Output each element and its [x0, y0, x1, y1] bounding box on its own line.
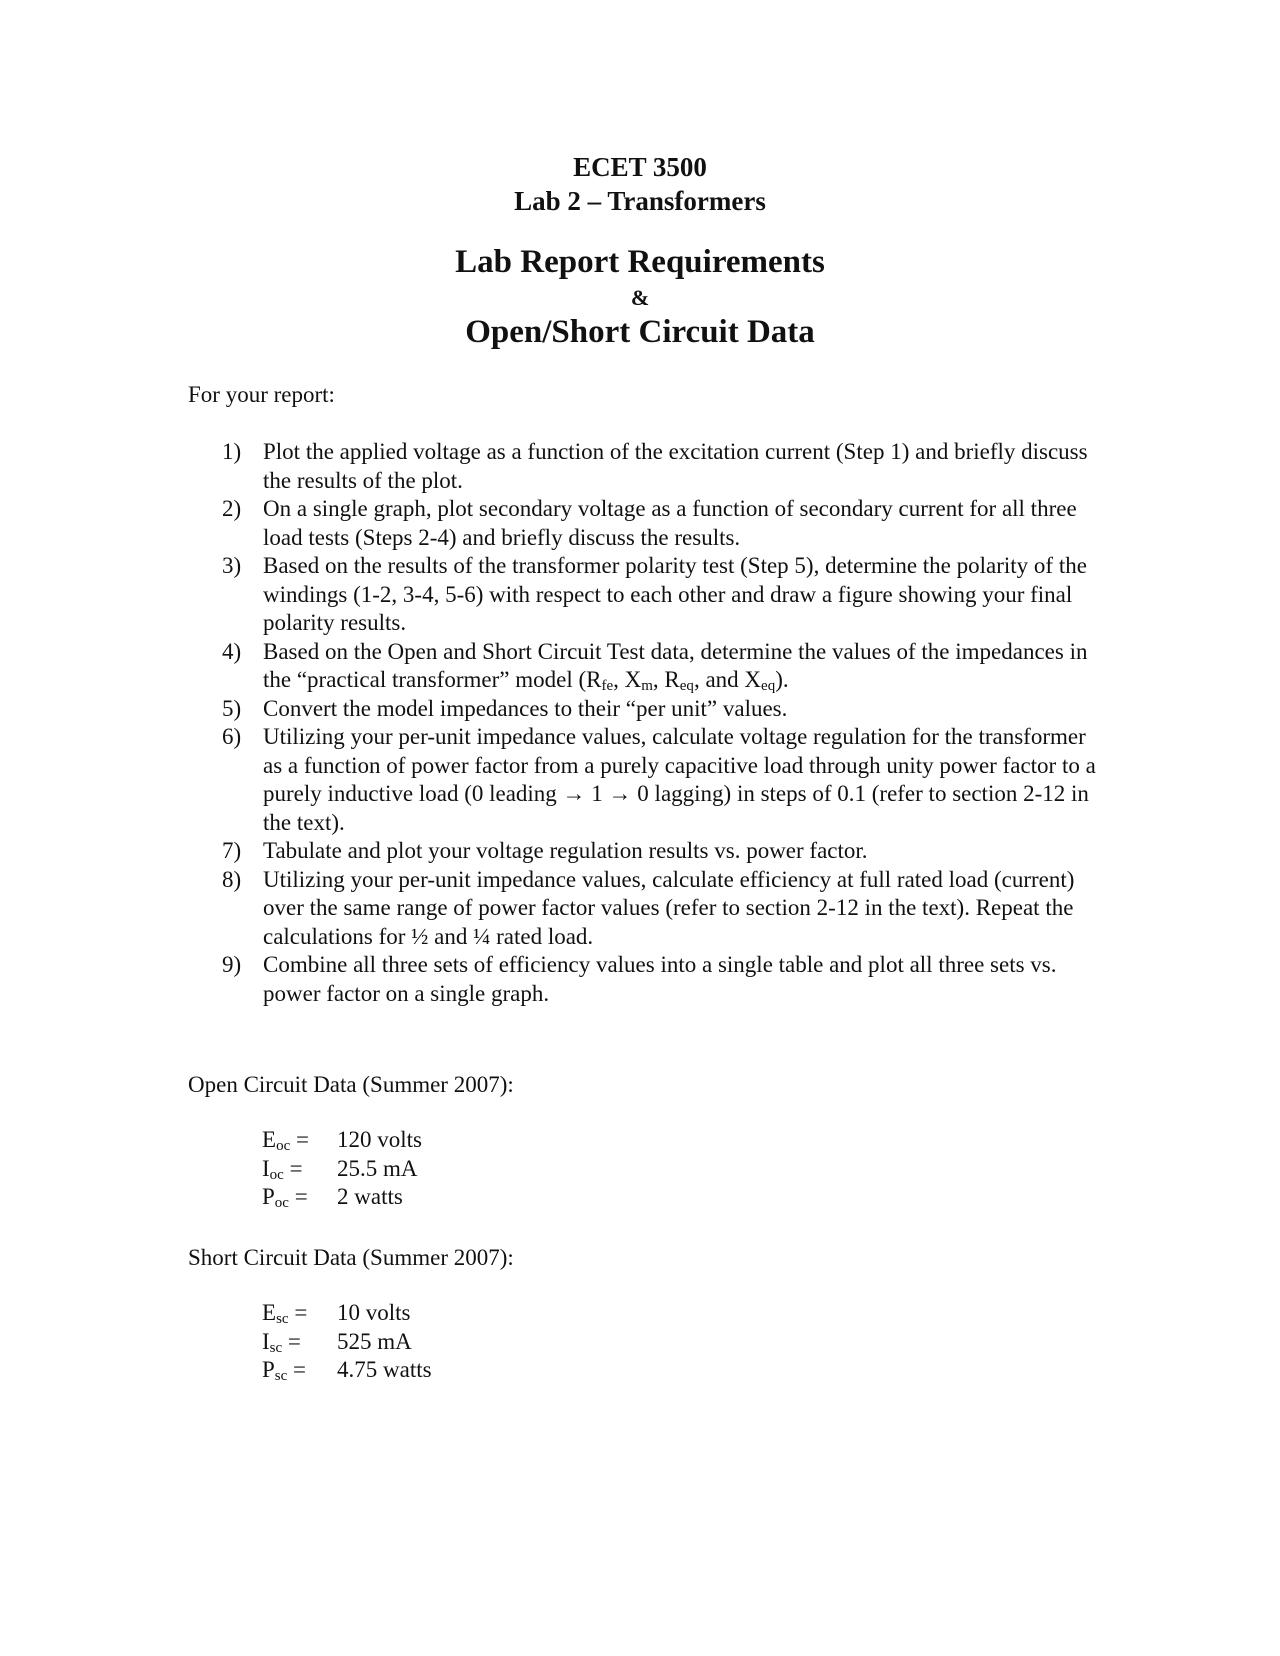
requirement-item: [222, 951, 1102, 1008]
requirement-item: [222, 837, 1102, 866]
requirement-item: [222, 723, 1102, 837]
data-value: 525 mA: [337, 1328, 412, 1354]
lab-title: Lab 2 – Transformers: [514, 186, 766, 216]
data-value: 10 volts: [337, 1300, 411, 1325]
requirement-text: Utilizing your per-unit impedance values, calculate efficiency at full rated load (current) over the same range of power factor values (refer to section 2-12 in the text). Repeat the calculations for ½ and ¼ rated load.: [263, 866, 1075, 949]
data-row: [262, 1328, 432, 1357]
requirements-list: [222, 438, 1102, 1008]
requirement-text-part: ).: [775, 667, 789, 692]
requirement-number: 4): [222, 638, 242, 664]
requirement-text: Plot the applied voltage as a function of the excitation current (Step 1) and briefly discuss the results of the plot.: [263, 439, 1088, 493]
requirement-number: 6): [222, 724, 242, 749]
requirement-number: 3): [222, 553, 242, 578]
requirement-text: Based on the results of the transformer polarity test (Step 5), determine the polarity of the windings (1-2, 3-4, 5-6) with respect to each other and draw a figure showing your final polarity results.: [263, 553, 1087, 635]
requirement-item: [222, 495, 1102, 552]
requirement-text-part: Based on the Open and Short Circuit Test data, determine the values of the impedances in the “practical transformer” model (: [263, 638, 1088, 692]
short-circuit-data: [262, 1299, 432, 1385]
requirement-number: 5): [222, 695, 242, 721]
data-row: [262, 1155, 422, 1184]
requirement-item: [222, 552, 1102, 638]
requirement-number: 7): [222, 838, 242, 863]
requirement-text: Combine all three sets of efficiency values into a single table and plot all three sets vs. power factor on a single graph.: [263, 952, 1057, 1006]
requirement-number: 2): [222, 496, 242, 521]
page-title: Lab Report Requirements: [455, 244, 825, 280]
data-row: [262, 1356, 432, 1385]
data-symbol: $I_{oc}$ =: [262, 1155, 303, 1183]
data-symbol: $E_{oc}$ =: [262, 1127, 309, 1154]
data-value: 2 watts: [337, 1184, 403, 1209]
data-value: 120 volts: [337, 1127, 422, 1152]
requirement-text: On a single graph, plot secondary voltage as a function of secondary current for all three load tests (Steps 2-4) and briefly discuss the results.: [263, 496, 1077, 550]
open-circuit-heading: Open Circuit Data (Summer 2007):: [188, 1072, 514, 1097]
requirement-text: Utilizing your per-unit impedance values, calculate voltage regulation for the transformer as a function of power factor from a purely capacitive load through unity power factor to a purely inductive load (0 leading → 1 → 0 lagging) in steps of 0.1 (refer to section 2-12 in the text).: [263, 724, 1096, 835]
data-symbol: $E_{sc}$ =: [262, 1300, 308, 1327]
requirement-text: Convert the model impedances to their “per unit” values.: [263, 695, 788, 721]
title-ampersand: &: [630, 285, 650, 310]
symbol-r-fe: $R_{fe}$,: [586, 667, 625, 694]
short-circuit-heading: Short Circuit Data (Summer 2007):: [188, 1245, 514, 1270]
requirement-item: [222, 866, 1102, 952]
requirement-text: [263, 638, 1102, 695]
data-symbol: $I_{sc}$ =: [262, 1328, 301, 1356]
data-value: 4.75 watts: [337, 1357, 432, 1382]
data-symbol: $P_{oc}$ =: [262, 1184, 308, 1211]
symbol-r-eq: $R_{eq}$, and: [664, 667, 745, 694]
requirement-number: 8): [222, 866, 242, 892]
requirement-item: [222, 695, 1102, 724]
requirement-text: Tabulate and plot your voltage regulation results vs. power factor.: [263, 838, 868, 863]
data-row: [262, 1299, 432, 1328]
page-subtitle: Open/Short Circuit Data: [465, 314, 815, 350]
requirement-item: [222, 438, 1102, 495]
report-intro: For your report:: [188, 382, 335, 407]
requirement-number: 1): [222, 439, 242, 464]
open-circuit-data: [262, 1126, 422, 1212]
requirement-number: 9): [222, 952, 242, 977]
data-row: [262, 1183, 422, 1212]
data-symbol: $P_{sc}$ =: [262, 1357, 307, 1384]
course-code: ECET 3500: [573, 152, 707, 182]
requirement-item: [222, 638, 1102, 695]
data-row: [262, 1126, 422, 1155]
data-value: 25.5 mA: [337, 1155, 418, 1181]
symbol-x-eq: $X_{eq}$: [744, 667, 776, 694]
symbol-x-m: $X_m$,: [624, 667, 665, 694]
